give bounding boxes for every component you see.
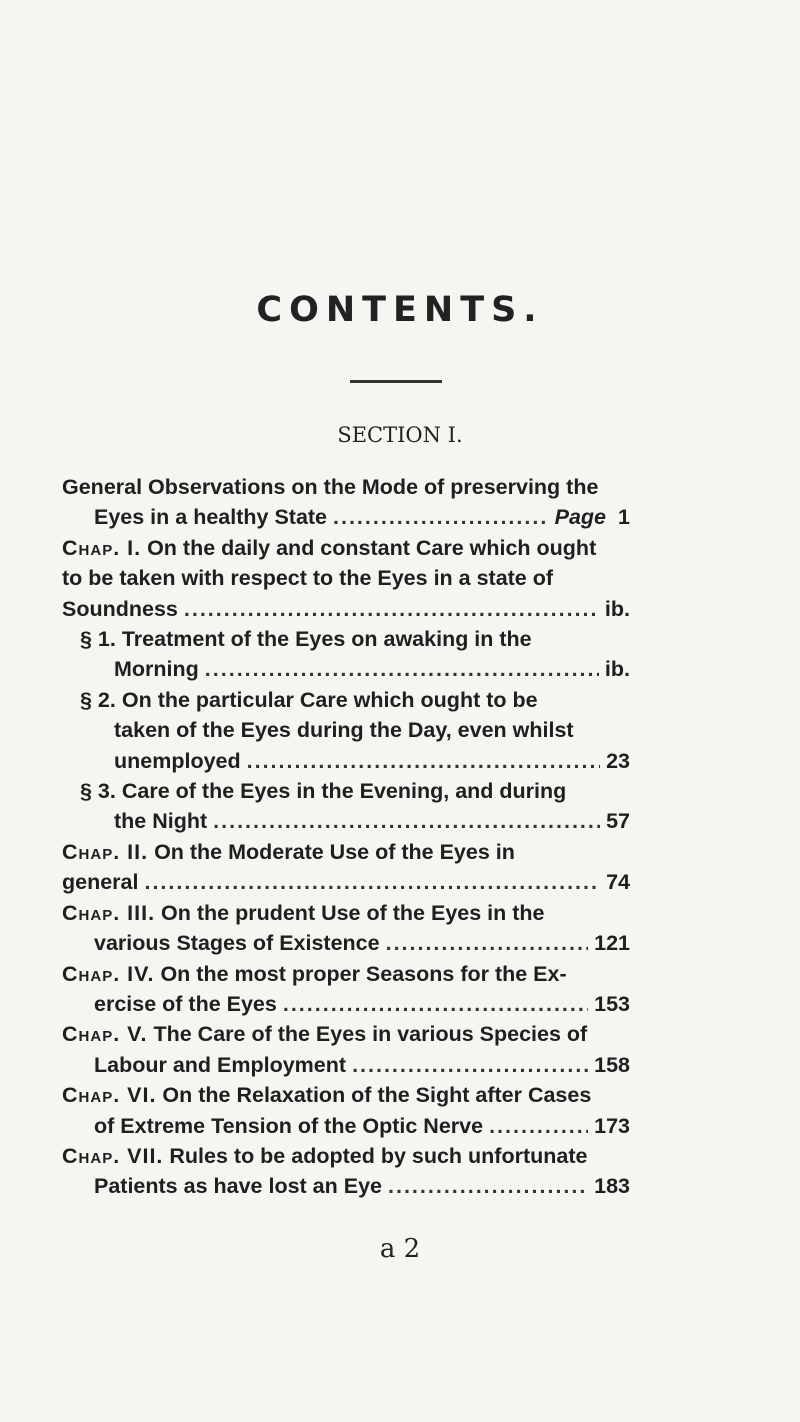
- toc-entry-last-line: Labour and Employment: [94, 1052, 347, 1077]
- chapter-number: Chap. I.: [62, 535, 142, 560]
- toc-entry-chapter-1: [62, 533, 630, 624]
- toc-entry-text: Rules to be adopted by such unfortunate: [169, 1143, 588, 1168]
- toc-entry-last-line: various Stages of Existence: [94, 931, 380, 956]
- leader-dots: [386, 928, 589, 958]
- toc-entry-text: Care of the Eyes in the Evening, and during: [121, 779, 567, 804]
- toc-entry-chapter-7: [62, 1141, 630, 1202]
- paragraph-mark: § 2.: [80, 687, 116, 712]
- toc-entry-last-line: of Extreme Tension of the Optic Nerve: [94, 1113, 484, 1138]
- toc-entry-last-line: Patients as have lost an Eye: [94, 1174, 382, 1199]
- chapter-number: Chap. V.: [62, 1022, 148, 1047]
- leader-dots: [333, 502, 549, 532]
- toc-entry-chapter-5: [62, 1019, 630, 1080]
- chapter-number: Chap. VI.: [62, 1083, 157, 1108]
- page-number: 158: [594, 1052, 630, 1077]
- toc-entry-chapter-3: [62, 898, 630, 959]
- leader-dots: [213, 806, 600, 836]
- paragraph-mark: § 1.: [80, 627, 116, 652]
- page-number: 153: [594, 991, 630, 1016]
- page-title: CONTENTS.: [256, 290, 544, 330]
- toc-entry-last-line: unemployed: [114, 748, 241, 773]
- page-number: ib.: [604, 657, 630, 682]
- page-number: 57: [606, 809, 630, 834]
- leader-dots: [489, 1111, 588, 1141]
- title-rule: [350, 380, 442, 383]
- chapter-number: Chap. VII.: [62, 1143, 164, 1168]
- leader-dots: [283, 989, 588, 1019]
- page-number: 1: [618, 505, 630, 530]
- toc-entry-last-line: general: [62, 870, 139, 895]
- toc-entry-text: The Care of the Eyes in various Species of: [153, 1022, 588, 1047]
- toc-entry-chapter-6: [62, 1080, 630, 1141]
- leader-dots: [247, 746, 600, 776]
- page-number: 23: [606, 748, 630, 773]
- toc-entry-last-line: the Night: [114, 809, 208, 834]
- page-number: 74: [606, 870, 630, 895]
- toc-entry-text: On the particular Care which ought to be: [121, 687, 538, 712]
- toc-entry-text: to be taken with respect to the Eyes in a state of: [62, 566, 554, 591]
- toc-entry-section-1: [62, 624, 630, 685]
- toc-entry-section-3: [62, 776, 630, 837]
- section-heading: SECTION I.: [337, 423, 463, 447]
- leader-dots: [144, 867, 600, 897]
- leader-dots: [388, 1171, 588, 1201]
- page-label: Page: [554, 505, 606, 530]
- toc-entry-text: On the daily and constant Care which ought: [147, 535, 597, 560]
- toc-entry-last-line: Morning: [114, 657, 199, 682]
- page-number: 183: [594, 1174, 630, 1199]
- chapter-number: Chap. III.: [62, 900, 156, 925]
- leader-dots: [352, 1050, 588, 1080]
- page-number: 121: [594, 931, 630, 956]
- toc-entry-text: On the Relaxation of the Sight after Cases: [162, 1083, 592, 1108]
- toc-entry-text: On the Moderate Use of the Eyes in: [154, 839, 515, 864]
- toc-entry-text: Treatment of the Eyes on awaking in the: [121, 627, 532, 652]
- toc-entry-chapter-4: [62, 959, 630, 1020]
- table-of-contents: [62, 472, 630, 1202]
- toc-entry-general-observations: [62, 472, 630, 533]
- toc-entry-chapter-2: [62, 837, 630, 898]
- chapter-number: Chap. IV.: [62, 961, 155, 986]
- toc-entry-last-line: Soundness: [62, 596, 178, 621]
- signature-mark: a 2: [379, 1234, 421, 1264]
- toc-entry-text: On the most proper Seasons for the Ex-: [160, 961, 567, 986]
- leader-dots: [184, 594, 599, 624]
- toc-entry-last-line: Eyes in a healthy State: [94, 505, 328, 530]
- page-number: ib.: [604, 596, 630, 621]
- paragraph-mark: § 3.: [80, 779, 116, 804]
- toc-entry-text: General Observations on the Mode of preserving the: [62, 475, 599, 499]
- toc-entry-section-2: [62, 685, 630, 776]
- toc-entry-text: taken of the Eyes during the Day, even whilst: [114, 718, 574, 743]
- toc-entry-text: On the prudent Use of the Eyes in the: [161, 900, 545, 925]
- page-number: 173: [594, 1113, 630, 1138]
- toc-entry-last-line: ercise of the Eyes: [94, 991, 277, 1016]
- chapter-number: Chap. II.: [62, 839, 149, 864]
- leader-dots: [205, 654, 599, 684]
